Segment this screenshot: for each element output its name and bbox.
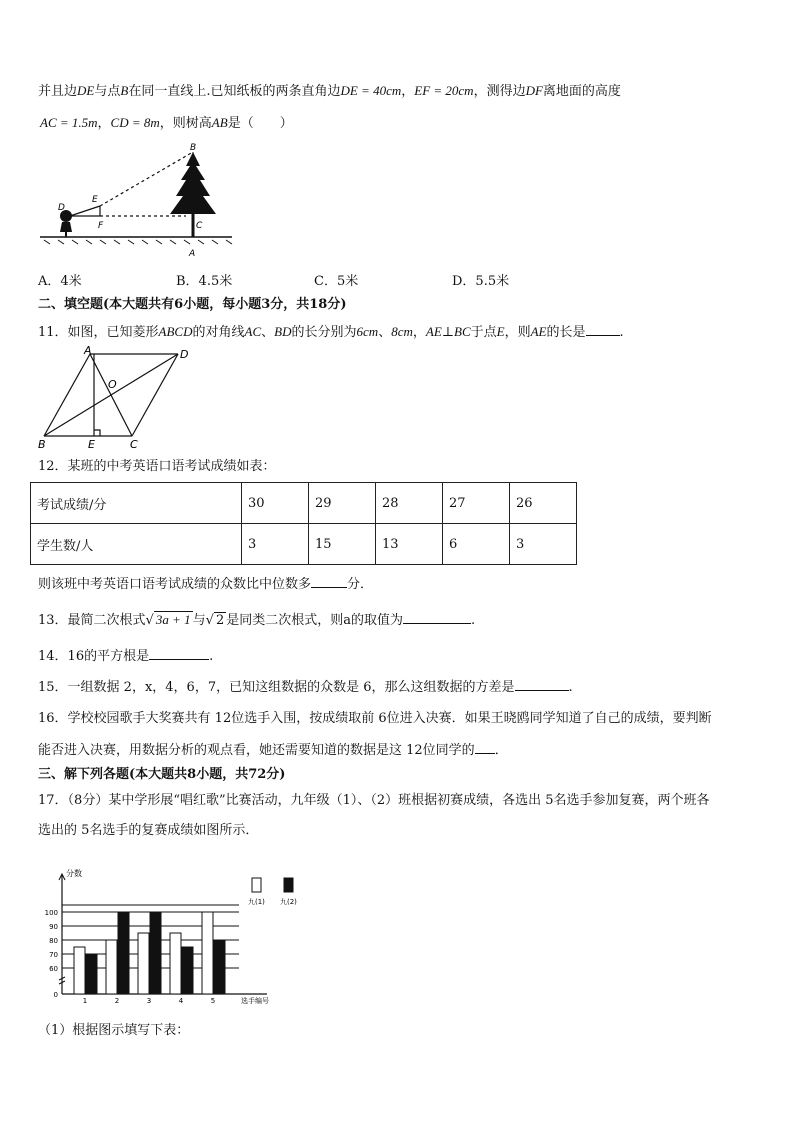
- table-cell: 13: [376, 524, 443, 565]
- legend-swatch: [284, 878, 293, 892]
- q10-option-b: B．4.5米: [176, 274, 233, 289]
- q13-part: 13．最简二次根式: [38, 613, 146, 628]
- legend-swatch: [252, 878, 261, 892]
- q16-line1: 16．学校校园歌手大奖赛共有 12位选手入围，按成绩取前 6位进入决赛．如果王晓鸥同学知道了自己的成绩，要判断: [38, 711, 712, 726]
- x-tick-label: 1: [82, 997, 88, 1005]
- y-tick-label: 80: [49, 937, 58, 945]
- section2-title: 二、填空题(本大题共有6小题，每小题3分，共18分): [38, 297, 347, 312]
- q11-part: 的长是: [546, 325, 586, 340]
- bar: [86, 954, 97, 994]
- bar: [214, 940, 225, 994]
- table-cell: 3: [510, 524, 577, 565]
- x-tick-label: 3: [146, 997, 152, 1005]
- fig-label-d: D: [58, 203, 65, 213]
- q11-answer-blank[interactable]: [586, 322, 620, 336]
- q12-after: [38, 574, 373, 594]
- q11-part: ，: [412, 325, 426, 340]
- q16-part: ．: [494, 743, 508, 758]
- y-tick-label: 90: [49, 923, 58, 931]
- q10-text: ，: [401, 84, 415, 99]
- table-cell: 3: [242, 524, 309, 565]
- q14-text: [38, 646, 213, 666]
- table-cell: 学生数/人: [31, 524, 242, 565]
- y-axis-label: 分数: [66, 869, 82, 878]
- q11-part: 的长分别为: [291, 325, 357, 340]
- q11-math: 6cm: [356, 324, 379, 339]
- fig-label-o: O: [108, 378, 117, 391]
- table-row: [31, 483, 577, 524]
- bar: [74, 947, 85, 994]
- q11-part: 、: [261, 325, 275, 340]
- q10-text: 离地面的高度: [542, 84, 621, 99]
- bar: [182, 947, 193, 994]
- q13-text: [38, 610, 475, 630]
- table-cell: 15: [309, 524, 376, 565]
- table-cell: 6: [443, 524, 510, 565]
- q15-answer-blank[interactable]: [515, 677, 569, 691]
- q12-score-table: [30, 482, 577, 565]
- fig-label-d: D: [180, 348, 189, 361]
- q11-text: [38, 322, 624, 342]
- q10-math: EF = 20cm: [414, 83, 474, 98]
- table-cell: 29: [309, 483, 376, 524]
- fig-label-c: C: [196, 221, 203, 231]
- y-tick-label: 70: [49, 951, 58, 959]
- q10-option-c: C．5米: [314, 274, 359, 289]
- q11-math: BD: [274, 324, 292, 339]
- q12-answer-blank[interactable]: [311, 574, 347, 588]
- table-cell: 26: [510, 483, 577, 524]
- q10-math: DF: [525, 83, 543, 98]
- q13-part: 是同类二次根式，则a的取值为: [226, 613, 403, 628]
- q17-line1: 17．（8分）某中学形展“唱红歌”比赛活动，九年级（1）、（2）班根据初赛成绩，各选出 5名选手参加复赛，两个班各: [38, 793, 710, 808]
- q10-text: ，则树高: [159, 116, 212, 131]
- q11-math: AC: [244, 324, 262, 339]
- q10-text: 在同一直线上.已知纸板的两条直角边: [128, 84, 341, 99]
- table-cell: 考试成绩/分: [31, 483, 242, 524]
- q11-math: AE⊥BC: [425, 324, 471, 339]
- fig-label-e: E: [92, 195, 98, 205]
- q11-math: ABCD: [158, 324, 193, 339]
- q11-part: 的对角线: [192, 325, 245, 340]
- table-cell: 28: [376, 483, 443, 524]
- q15-text: [38, 677, 573, 697]
- q10-text: 并且边: [38, 84, 78, 99]
- q10-math: DE: [77, 83, 95, 98]
- q10-text: ，: [97, 116, 111, 131]
- q16-line2: [38, 740, 508, 760]
- q13-radicand: 3a + 1: [155, 612, 191, 627]
- bar: [138, 933, 149, 994]
- q10-option-d: D．5.5米: [452, 274, 510, 289]
- q11-part: .: [619, 325, 624, 340]
- q11-part: 于点: [470, 325, 497, 340]
- q12-part: 则该班中考英语口语考试成绩的众数比中位数多: [38, 577, 312, 592]
- table-cell: 30: [242, 483, 309, 524]
- legend-label: 九(1): [248, 898, 265, 906]
- q13-answer-blank[interactable]: [403, 610, 471, 624]
- x-tick-label: 5: [210, 997, 216, 1005]
- q10-math: B: [120, 83, 129, 98]
- y-tick-label: 100: [44, 909, 58, 917]
- bar: [170, 933, 181, 994]
- x-axis-label: 选手编号: [241, 997, 269, 1005]
- bar: [150, 912, 161, 994]
- q17-sub1: （1）根据图示填写下表：: [38, 1023, 190, 1038]
- fig-label-b: B: [190, 143, 197, 153]
- q14-answer-blank[interactable]: [149, 646, 209, 660]
- legend-label: 九(2): [280, 898, 297, 906]
- q11-part: 11．如图，已知菱形: [38, 325, 159, 340]
- q10-math: AB: [211, 115, 228, 130]
- q11-rhombus-figure: [34, 344, 204, 452]
- q10-math: AC = 1.5m: [40, 115, 98, 130]
- fig-label-a: A: [189, 249, 196, 259]
- q10-line2: [40, 114, 293, 133]
- fig-label-a: A: [84, 344, 92, 357]
- q10-math: CD = 8m: [110, 115, 160, 130]
- y-tick-label: 60: [49, 965, 58, 973]
- q10-text: 与点: [94, 84, 121, 99]
- q12-text: 12．某班的中考英语口语考试成绩如表：: [38, 459, 276, 474]
- q15-part: .: [568, 680, 573, 695]
- q10-option-a: A．4米: [38, 274, 82, 289]
- x-tick-label: 2: [114, 997, 120, 1005]
- q14-part: .: [209, 649, 214, 664]
- q11-part: ，则: [504, 325, 531, 340]
- q16-part: 能否进入决赛，用数据分析的观点看，她还需要知道的数据是这 12位同学的: [38, 743, 475, 758]
- q11-math: 8cm: [391, 324, 413, 339]
- q17-bar-chart: [34, 866, 314, 1011]
- q10-text: 是（ ）: [227, 116, 293, 131]
- section3-title: 三、解下列各题(本大题共8小题，共72分): [38, 767, 286, 782]
- table-cell: 27: [443, 483, 510, 524]
- y-tick-label: 0: [53, 991, 58, 999]
- q10-tree-figure: [36, 140, 236, 260]
- q11-math: AE: [530, 324, 547, 339]
- table-row: [31, 524, 577, 565]
- q13-radicand: 2: [215, 613, 225, 628]
- x-tick-label: 4: [178, 997, 184, 1005]
- q14-part: 14．16的平方根是: [38, 649, 150, 664]
- q13-part: .: [470, 613, 476, 628]
- fig-label-f: F: [98, 221, 104, 231]
- sqrt-symbol: √: [145, 613, 154, 628]
- q12-part: 分．: [347, 577, 374, 592]
- q16-answer-blank[interactable]: [475, 740, 495, 754]
- bar: [202, 912, 213, 994]
- bar: [118, 912, 129, 994]
- fig-label-e: E: [88, 438, 95, 451]
- q10-line1: [38, 82, 621, 101]
- sqrt-symbol: √: [205, 613, 214, 628]
- fig-label-c: C: [130, 438, 138, 451]
- q11-part: 、: [378, 325, 392, 340]
- bar: [106, 940, 117, 994]
- q17-line2: 选出的 5名选手的复赛成绩如图所示．: [38, 823, 259, 838]
- q13-part: 与: [192, 613, 206, 628]
- q15-part: 15．一组数据 2，x，4，6，7，已知这组数据的众数是 6，那么这组数据的方差是: [38, 680, 515, 695]
- fig-label-b: B: [38, 438, 46, 451]
- q11-math: E: [496, 324, 505, 339]
- q10-math: DE = 40cm: [340, 83, 402, 98]
- q10-text: ，测得边: [473, 84, 526, 99]
